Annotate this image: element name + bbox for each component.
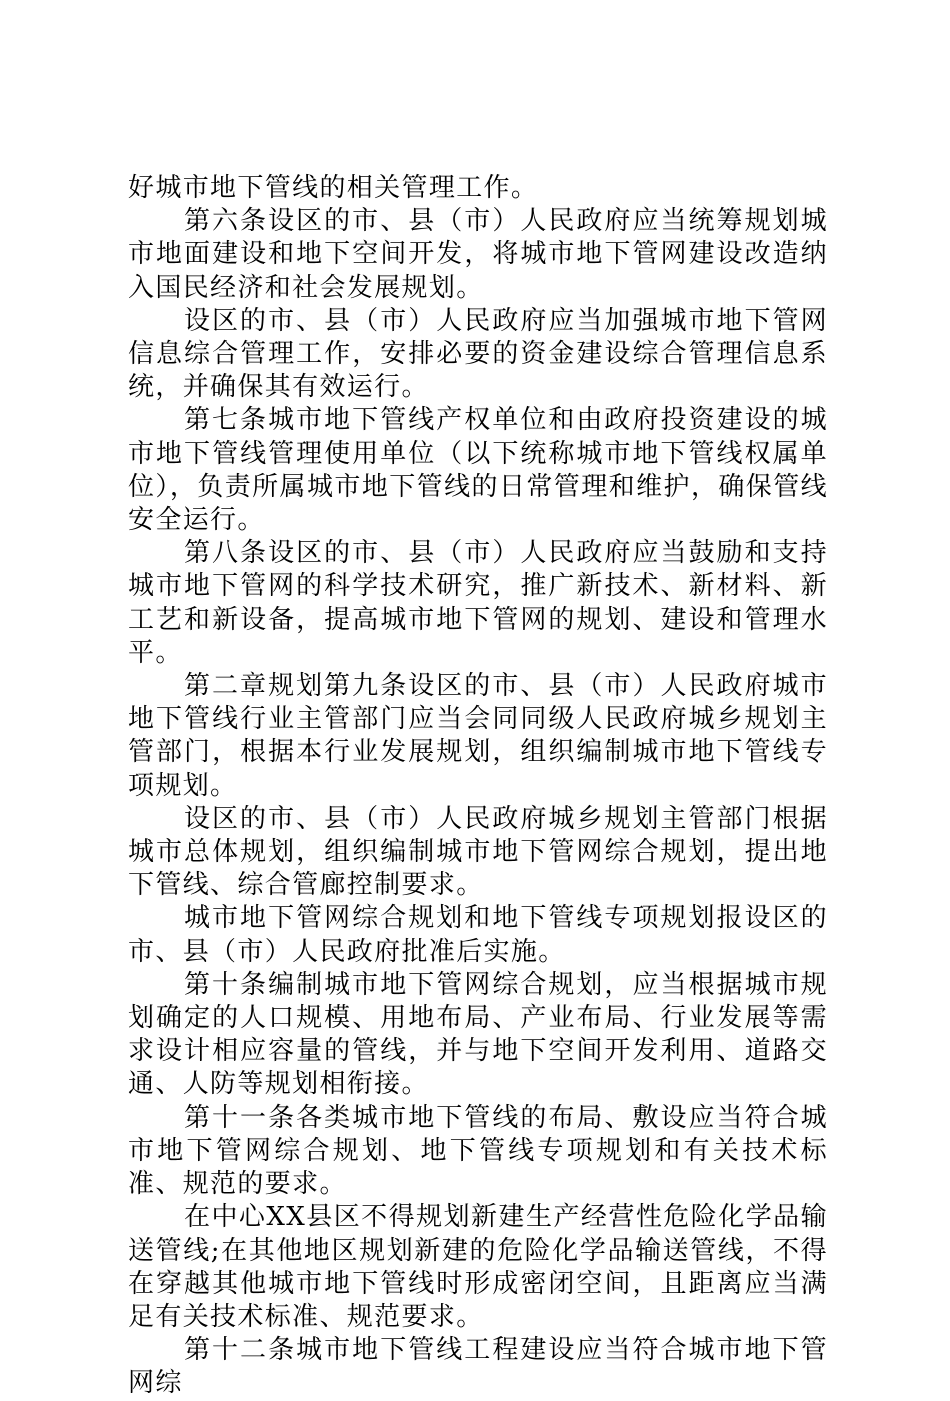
document-body [128, 172, 828, 1401]
paragraph: 第十二条城市地下管线工程建设应当符合城市地下管网综 [128, 1335, 828, 1399]
paragraph: 好城市地下管线的相关管理工作。 [128, 173, 539, 203]
paragraph: 城市地下管网综合规划和地下管线专项规划报设区的市、县（市）人民政府批准后实施。 [128, 903, 828, 967]
paragraph: 第二章规划第九条设区的市、县（市）人民政府城市地下管线行业主管部门应当会同同级人民政府城乡规划主管部门，根据本行业发展规划，组织编制城市地下管线专项规划。 [128, 671, 828, 801]
paragraph: 在中心XX县区不得规划新建生产经营性危险化学品输送管线;在其他地区规划新建的危险化学品输送管线，不得在穿越其他城市地下管线时形成密闭空间，且距离应当满足有关技术标准、规范要求。 [128, 1202, 828, 1332]
paragraph: 第七条城市地下管线产权单位和由政府投资建设的城市地下管线管理使用单位（以下统称城市地下管线权属单位），负责所属城市地下管线的日常管理和维护，确保管线安全运行。 [128, 405, 828, 536]
paragraph: 第八条设区的市、县（市）人民政府应当鼓励和支持城市地下管网的科学技术研究，推广新技术、新材料、新工艺和新设备，提高城市地下管网的规划、建设和管理水平。 [128, 538, 828, 668]
paragraph: 设区的市、县（市）人民政府应当加强城市地下管网信息综合管理工作，安排必要的资金建设综合管理信息系统，并确保其有效运行。 [128, 305, 828, 403]
paragraph: 设区的市、县（市）人民政府城乡规划主管部门根据城市总体规划，组织编制城市地下管网综合规划，提出地下管线、综合管廊控制要求。 [128, 803, 828, 901]
paragraph: 第十一条各类城市地下管线的布局、敷设应当符合城市地下管网综合规划、地下管线专项规划和有关技术标准、规范的要求。 [128, 1102, 828, 1200]
paragraph: 第六条设区的市、县（市）人民政府应当统筹规划城市地面建设和地下空间开发，将城市地下管网建设改造纳入国民经济和社会发展规划。 [128, 206, 828, 303]
paragraph: 第十条编制城市地下管网综合规划，应当根据城市规划确定的人口规模、用地布局、产业布局、行业发展等需求设计相应容量的管线，并与地下空间开发利用、道路交通、人防等规划相衔接。 [128, 969, 828, 1100]
